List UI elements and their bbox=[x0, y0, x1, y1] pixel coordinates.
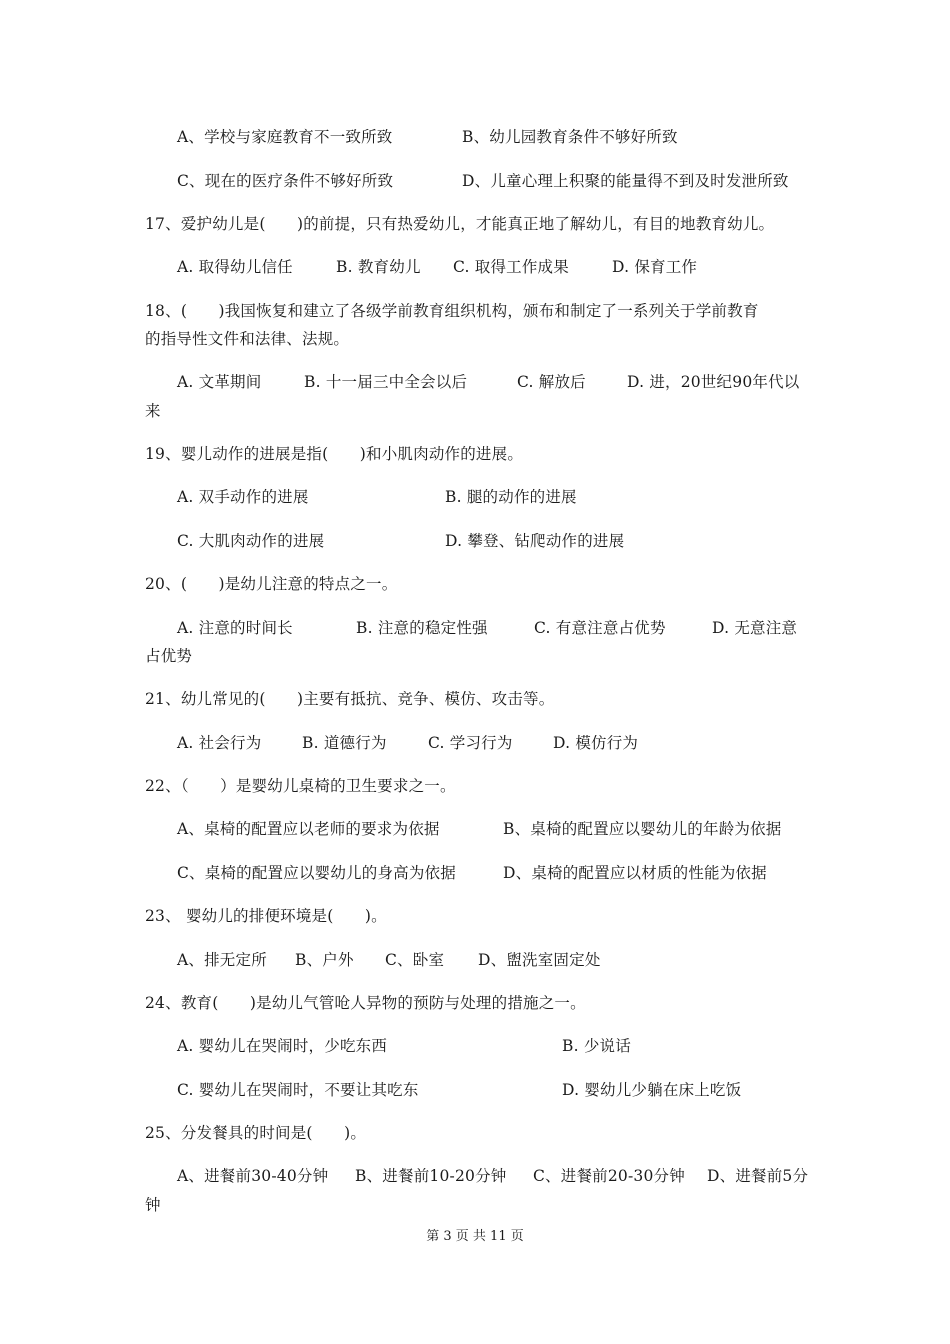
q18-stem-line2: 的指导性文件和法律、法规。 bbox=[145, 330, 350, 348]
q22-option-c: C、桌椅的配置应以婴幼儿的身高为依据 bbox=[177, 864, 456, 882]
q16-option-b: B、幼儿园教育条件不够好所致 bbox=[462, 128, 678, 146]
q24-option-c: C. 婴幼儿在哭闹时，不要让其吃东 bbox=[177, 1081, 419, 1099]
q18-option-a: A. 文革期间 bbox=[177, 373, 262, 391]
q23-option-b: B、户外 bbox=[295, 951, 354, 969]
q22-stem: 22、（ ）是婴幼儿桌椅的卫生要求之一。 bbox=[145, 777, 456, 795]
q21-option-d: D. 模仿行为 bbox=[553, 734, 639, 752]
q21-option-a: A. 社会行为 bbox=[177, 734, 262, 752]
q18-option-wrap: 来 bbox=[145, 402, 161, 420]
q19-option-b: B. 腿的动作的进展 bbox=[445, 488, 577, 506]
q17-stem: 17、爱护幼儿是( )的前提，只有热爱幼儿，才能真正地了解幼儿，有目的地教育幼儿。 bbox=[145, 215, 775, 233]
q19-stem: 19、婴儿动作的进展是指( )和小肌肉动作的进展。 bbox=[145, 445, 524, 463]
q23-option-a: A、排无定所 bbox=[177, 951, 267, 969]
q22-option-b: B、桌椅的配置应以婴幼儿的年龄为依据 bbox=[503, 820, 782, 838]
q18-stem-line1: 18、( )我国恢复和建立了各级学前教育组织机构，颁布和制定了一系列关于学前教育 bbox=[145, 302, 759, 320]
q19-option-c: C. 大肌肉动作的进展 bbox=[177, 532, 325, 550]
q17-option-c: C. 取得工作成果 bbox=[453, 258, 569, 276]
q20-option-wrap: 占优势 bbox=[145, 647, 193, 665]
q24-option-b: B. 少说话 bbox=[562, 1037, 631, 1055]
q20-option-b: B. 注意的稳定性强 bbox=[356, 619, 488, 637]
q17-option-a: A. 取得幼儿信任 bbox=[177, 258, 293, 276]
q23-option-c: C、卧室 bbox=[385, 951, 445, 969]
q18-option-b: B. 十一届三中全会以后 bbox=[304, 373, 468, 391]
q25-option-wrap: 钟 bbox=[145, 1196, 161, 1214]
q22-option-d: D、桌椅的配置应以材质的性能为依据 bbox=[503, 864, 767, 882]
q21-option-c: C. 学习行为 bbox=[428, 734, 513, 752]
q23-option-d: D、盥洗室固定处 bbox=[478, 951, 601, 969]
q25-option-a: A、进餐前30-40分钟 bbox=[177, 1167, 329, 1185]
q16-option-a: A、学校与家庭教育不一致所致 bbox=[177, 128, 393, 146]
q25-option-b: B、进餐前10-20分钟 bbox=[355, 1167, 507, 1185]
q21-stem: 21、幼儿常见的( )主要有抵抗、竞争、模仿、攻击等。 bbox=[145, 690, 555, 708]
page-number-footer: 第 3 页 共 11 页 bbox=[426, 1229, 524, 1244]
q18-option-c: C. 解放后 bbox=[517, 373, 586, 391]
q17-option-b: B. 教育幼儿 bbox=[336, 258, 421, 276]
q25-option-c: C、进餐前20-30分钟 bbox=[533, 1167, 685, 1185]
q17-option-d: D. 保育工作 bbox=[612, 258, 698, 276]
q19-option-a: A. 双手动作的进展 bbox=[177, 488, 309, 506]
q21-option-b: B. 道德行为 bbox=[302, 734, 387, 752]
q16-option-c: C、现在的医疗条件不够好所致 bbox=[177, 172, 394, 190]
q25-option-d: D、进餐前5分 bbox=[707, 1167, 809, 1185]
q24-option-a: A. 婴幼儿在哭闹时，少吃东西 bbox=[177, 1037, 388, 1055]
q20-option-a: A. 注意的时间长 bbox=[177, 619, 293, 637]
q20-stem: 20、( )是幼儿注意的特点之一。 bbox=[145, 575, 398, 593]
q20-option-c: C. 有意注意占优势 bbox=[534, 619, 666, 637]
q18-option-d: D. 进，20世纪90年代以 bbox=[627, 373, 800, 391]
q25-stem: 25、分发餐具的时间是( )。 bbox=[145, 1124, 367, 1142]
q24-stem: 24、教育( )是幼儿气管呛人异物的预防与处理的措施之一。 bbox=[145, 994, 586, 1012]
q24-option-d: D. 婴幼儿少躺在床上吃饭 bbox=[562, 1081, 742, 1099]
q23-stem: 23、 婴幼儿的排便环境是( )。 bbox=[145, 907, 387, 925]
q22-option-a: A、桌椅的配置应以老师的要求为依据 bbox=[177, 820, 440, 838]
q20-option-d: D. 无意注意 bbox=[712, 619, 798, 637]
q16-option-d: D、儿童心理上积聚的能量得不到及时发泄所致 bbox=[462, 172, 789, 190]
q19-option-d: D. 攀登、钻爬动作的进展 bbox=[445, 532, 625, 550]
